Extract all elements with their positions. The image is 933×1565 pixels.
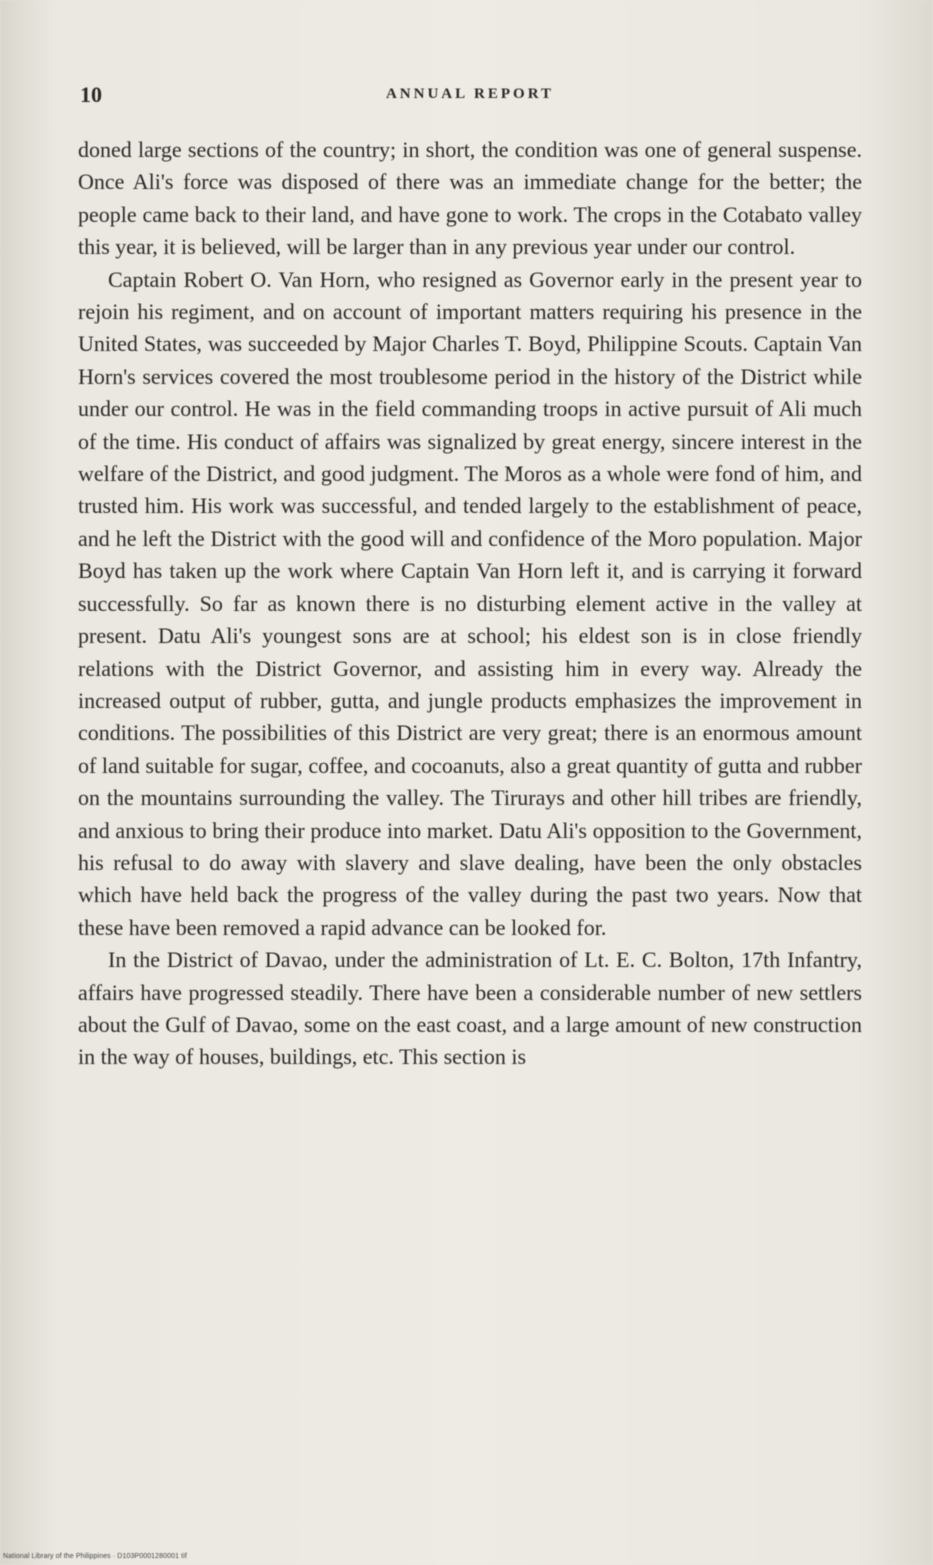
page-header xyxy=(80,82,860,112)
paragraph-davao: In the District of Davao, under the administration of Lt. E. C. Bolton, 17th Infantry, affairs have progressed steadily. There have been a considerable number of new settlers about the Gulf of Davao, some on the east coast, and a large amount of new construction in the way of houses, buildings, etc. This section is xyxy=(78,947,862,1070)
scan-credit: National Library of the Philippines · D103P0001280001 tif xyxy=(3,1553,187,1560)
page-number: 10 xyxy=(80,82,102,107)
body-text xyxy=(78,134,862,1074)
paragraph-van-horn: Captain Robert O. Van Horn, who resigned as Governor early in the present year to rejoin his regiment, and on account of important matters requiring his presence in the United States, was succeeded by Major Charles T. Boyd, Philippine Scouts. Captain Van Horn's services covered the most troublesome period in the history of the District while under our control. He was in the field commanding troops in active pursuit of Ali much of the time. His conduct of affairs was signalized by great energy, sincere interest in the welfare of the District, and good judgment. The Moros as a whole were fond of him, and trusted him. His work was successful, and tended largely to the establishment of peace, and he left the District with the good will and confidence of the Moro population. Major Boyd has taken up the work where Captain Van Horn left it, and is carrying it forward successfully. So far as known there is no disturbing element active in the valley at present. Datu Ali's youngest sons are at school; his eldest son is in close friendly relations with the District Governor, and assisting him in every way. Already the increased output of rubber, gutta, and jungle products emphasizes the improvement in conditions. The possibilities of this District are very great; there is an enormous amount of land suitable for sugar, coffee, and cocoanuts, also a great quantity of gutta and rubber on the mountains surrounding the valley. The Tirurays and other hill tribes are friendly, and anxious to bring their produce into market. Datu Ali's opposition to the Government, his refusal to do away with slavery and slave dealing, have been the only obstacles which have held back the progress of the valley during the past two years. Now that these have been removed a rapid advance can be looked for. xyxy=(78,266,862,940)
paragraph-continuation: doned large sections of the country; in short, the condition was one of general suspense. Once Ali's force was disposed of there was an immediate change for the better; the people came back to their land, and have gone to work. The crops in the Cotabato valley this year, it is believed, will be larger than in any previous year under our control. xyxy=(78,137,862,260)
running-head: ANNUAL REPORT xyxy=(385,86,555,102)
